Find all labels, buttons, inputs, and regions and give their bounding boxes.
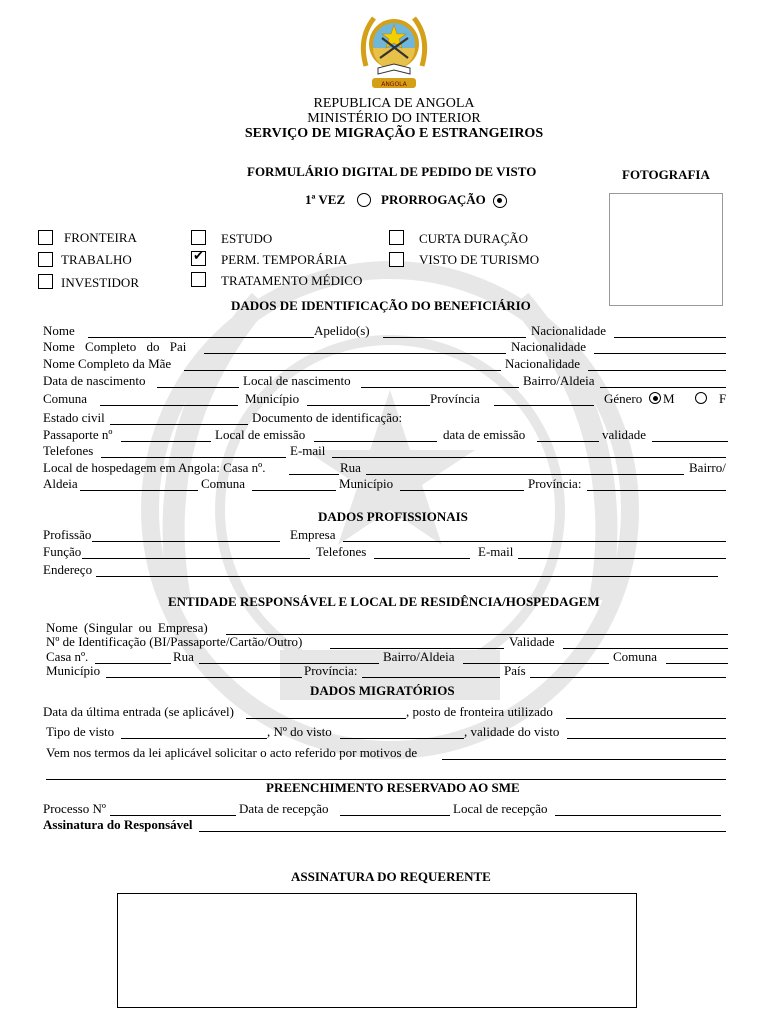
field-municipio-hosp[interactable] [400, 478, 524, 491]
label-comuna-hosp: Comuna [201, 476, 246, 491]
label-endereco: Endereço [43, 562, 93, 577]
label-fronteira: FRONTEIRA [64, 230, 137, 245]
label-trabalho: TRABALHO [61, 252, 132, 267]
field-nascimento[interactable] [157, 375, 239, 388]
label-tipo-visto: Tipo de visto [46, 724, 115, 739]
label-turismo: VISTO DE TURISMO [419, 252, 540, 267]
field-comuna-entidade[interactable] [666, 651, 728, 664]
genero-f-radio[interactable] [695, 392, 707, 404]
label-local-emissao: Local de emissão [215, 427, 306, 442]
label-comuna: Comuna [43, 391, 88, 406]
label-posto: , posto de fronteira utilizado [406, 704, 553, 719]
field-email-prof[interactable] [518, 546, 726, 559]
label-ultima-entrada: Data da última entrada (se aplicável) [43, 704, 234, 719]
field-bairro-entidade[interactable] [463, 651, 609, 664]
field-local-nascimento[interactable] [361, 375, 519, 388]
label-mae: Nome Completo da Mãe [43, 356, 172, 371]
label-curta-duracao: CURTA DURAÇÃO [419, 231, 529, 246]
label-provincia-entidade: Província: [304, 663, 358, 678]
country-name: REPUBLICA DE ANGOLA [313, 96, 475, 111]
label-email: E-mail [290, 443, 326, 458]
label-nacionalidade-pai: Nacionalidade [511, 339, 587, 354]
label-genero-f: F [719, 391, 727, 406]
field-motivos-continuation[interactable] [46, 767, 726, 780]
emblem-text: ANGOLA [381, 81, 407, 88]
extension-radio[interactable] [493, 194, 507, 208]
label-genero: Género [604, 391, 643, 406]
section-signature: ASSINATURA DO REQUERENTE [291, 869, 491, 884]
field-municipio[interactable] [307, 393, 430, 406]
field-comuna-hosp[interactable] [252, 478, 336, 491]
label-casa-entidade: Casa nº. [46, 649, 89, 664]
field-data-emissao[interactable] [537, 429, 599, 442]
label-estado-civil: Estado civil [43, 410, 105, 425]
label-aldeia: Aldeia [43, 476, 78, 491]
checkbox-trabalho[interactable] [38, 252, 53, 267]
checkbox-perm-temporaria[interactable] [191, 251, 206, 266]
field-provincia[interactable] [494, 393, 594, 406]
label-local-nascimento: Local de nascimento [243, 373, 351, 388]
label-perm-temporaria: PERM. TEMPORÁRIA [221, 252, 348, 267]
field-bairro[interactable] [600, 375, 726, 388]
checkbox-turismo[interactable] [389, 252, 404, 267]
label-apelidos: Apelido(s) [314, 323, 370, 338]
label-investidor: INVESTIDOR [61, 275, 139, 290]
field-n-visto[interactable] [340, 726, 464, 739]
field-passaporte[interactable] [121, 429, 211, 442]
signature-box[interactable] [117, 893, 637, 1008]
field-nacionalidade-mae[interactable] [588, 358, 726, 371]
label-rua-entidade: Rua [173, 649, 194, 664]
section-migratory: DADOS MIGRATÓRIOS [310, 683, 455, 698]
field-telefones[interactable] [101, 445, 286, 458]
field-aldeia[interactable] [80, 478, 198, 491]
label-nacionalidade-mae: Nacionalidade [505, 356, 581, 371]
section-reserved: PREENCHIMENTO RESERVADO AO SME [266, 780, 520, 795]
field-apelidos[interactable] [383, 325, 526, 338]
field-provincia-entidade[interactable] [362, 665, 500, 678]
label-nome-entidade: Nome (Singular ou Empresa) [46, 620, 208, 635]
label-empresa: Empresa [290, 527, 336, 542]
photo-box[interactable] [609, 193, 723, 306]
field-email[interactable] [332, 445, 726, 458]
ministry-name: MINISTÉRIO DO INTERIOR [307, 111, 481, 126]
label-documento: Documento de identificação: [252, 410, 403, 425]
label-nascimento: Data de nascimento [43, 373, 146, 388]
checkbox-investidor[interactable] [38, 274, 53, 289]
field-validade-entidade[interactable] [563, 636, 728, 649]
checkbox-tratamento[interactable] [191, 272, 206, 287]
checkbox-estudo[interactable] [191, 230, 206, 245]
photo-label: FOTOGRAFIA [622, 167, 710, 182]
field-rua[interactable] [366, 462, 684, 475]
label-identificacao: Nº de Identificação (BI/Passaporte/Cartão/Outro) [46, 634, 303, 649]
label-local-recepcao: Local de recepção [453, 801, 548, 816]
label-municipio: Município [245, 391, 300, 406]
label-pais: País [504, 663, 526, 678]
field-empresa[interactable] [343, 529, 726, 542]
label-pai: Nome Completo do Pai [43, 339, 187, 354]
form-title: FORMULÁRIO DIGITAL DE PEDIDO DE VISTO [247, 164, 537, 179]
label-validade-entidade: Validade [509, 634, 555, 649]
field-validade[interactable] [652, 429, 728, 442]
field-local-emissao[interactable] [314, 429, 437, 442]
label-motivos: Vem nos termos da lei aplicável solicitar o acto referido por motivos de [46, 745, 418, 760]
field-telefones-prof[interactable] [374, 546, 470, 559]
field-endereco[interactable] [96, 564, 718, 577]
label-provincia-hosp: Província: [528, 476, 582, 491]
extension-label: PRORROGAÇÃO [381, 192, 486, 207]
field-pai[interactable] [204, 341, 506, 354]
section-professional: DADOS PROFISSIONAIS [318, 509, 468, 524]
field-identificacao[interactable] [330, 636, 504, 649]
label-processo: Processo Nº [43, 801, 106, 816]
label-data-recepcao: Data de recepção [239, 801, 329, 816]
label-municipio-hosp: Município [339, 476, 394, 491]
section-beneficiary: DADOS DE IDENTIFICAÇÃO DO BENEFICIÁRIO [231, 298, 531, 313]
label-email-prof: E-mail [478, 544, 514, 559]
checkbox-curta-duracao[interactable] [389, 230, 404, 245]
label-rua: Rua [340, 460, 361, 475]
field-processo[interactable] [110, 803, 236, 816]
label-genero-m: M [663, 391, 675, 406]
field-comuna[interactable] [100, 393, 238, 406]
label-estudo: ESTUDO [221, 231, 273, 246]
field-nacionalidade[interactable] [614, 325, 726, 338]
field-assinatura-responsavel[interactable] [199, 819, 726, 832]
field-profissao[interactable] [92, 529, 280, 542]
service-name: SERVIÇO DE MIGRAÇÃO E ESTRANGEIROS [244, 126, 544, 141]
label-tratamento: TRATAMENTO MÉDICO [221, 273, 363, 288]
field-posto[interactable] [566, 706, 726, 719]
field-data-recepcao[interactable] [340, 803, 450, 816]
label-provincia: Província [430, 391, 480, 406]
field-nome[interactable] [88, 325, 314, 338]
angola-emblem [358, 8, 430, 92]
label-bairro: Bairro/Aldeia [523, 373, 595, 388]
field-tipo-visto[interactable] [121, 726, 267, 739]
label-validade: validade [602, 427, 647, 442]
label-validade-visto: , validade do visto [464, 724, 560, 739]
field-nacionalidade-pai[interactable] [594, 341, 726, 354]
label-telefones: Telefones [43, 443, 94, 458]
label-bairro-entidade: Bairro/Aldeia [383, 649, 455, 664]
label-funcao: Função [43, 544, 82, 559]
first-time-radio[interactable] [357, 193, 371, 207]
field-provincia-hosp[interactable] [587, 478, 726, 491]
label-bairro-hosp: Bairro/ [689, 460, 726, 475]
field-casa-entidade[interactable] [95, 651, 171, 664]
field-ultima-entrada[interactable] [246, 706, 406, 719]
field-motivos[interactable] [442, 747, 726, 760]
field-casa[interactable] [289, 462, 339, 475]
genero-m-radio[interactable] [649, 392, 661, 404]
section-entity: ENTIDADE RESPONSÁVEL E LOCAL DE RESIDÊNCIA/HOSPEDAGEM [168, 594, 600, 609]
label-passaporte: Passaporte nº [43, 427, 113, 442]
label-profissao: Profissão [43, 527, 92, 542]
field-validade-visto[interactable] [567, 726, 726, 739]
label-data-emissao: data de emissão [443, 427, 526, 442]
label-assinatura-responsavel: Assinatura do Responsável [43, 817, 193, 832]
checkbox-fronteira[interactable] [38, 230, 53, 245]
label-nome: Nome [43, 323, 75, 338]
field-local-recepcao[interactable] [555, 803, 721, 816]
first-time-label: 1ª VEZ [305, 192, 346, 207]
label-telefones-prof: Telefones [316, 544, 367, 559]
label-nacionalidade: Nacionalidade [531, 323, 607, 338]
label-hospedagem: Local de hospedagem em Angola: Casa nº. [43, 460, 266, 475]
field-funcao[interactable] [82, 546, 310, 559]
field-municipio-entidade[interactable] [106, 665, 302, 678]
label-comuna-entidade: Comuna [613, 649, 658, 664]
field-mae[interactable] [184, 358, 501, 371]
label-n-visto: , Nº do visto [267, 724, 332, 739]
field-estado-civil[interactable] [110, 412, 248, 425]
label-municipio-entidade: Município [46, 663, 101, 678]
field-pais[interactable] [530, 665, 726, 678]
